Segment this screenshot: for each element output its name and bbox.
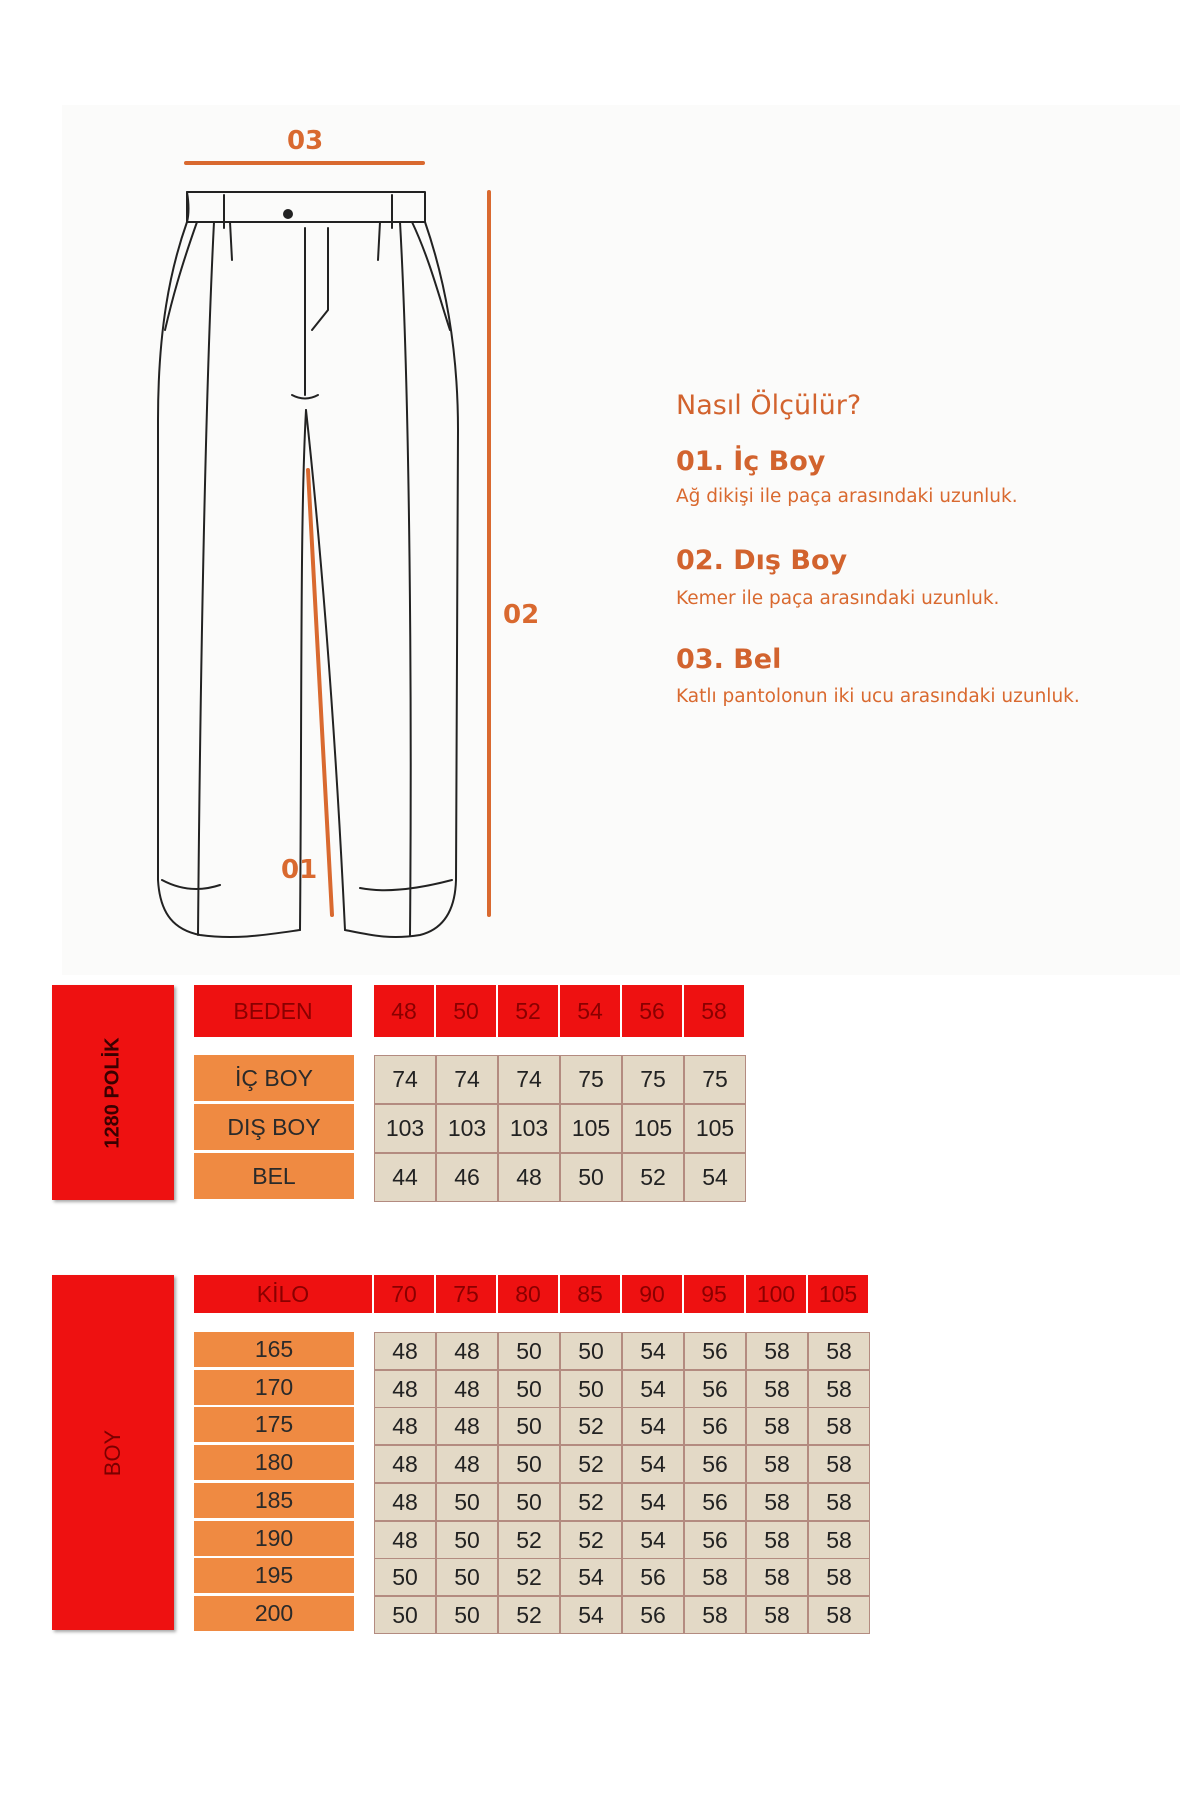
fit-value-cell: 54 (622, 1332, 684, 1370)
height-row-label: 180 (194, 1445, 354, 1482)
inseam-description: Ağ dikişi ile paça arasındaki uzunluk. (676, 486, 1018, 507)
weight-header-cell: 85 (560, 1275, 622, 1313)
fit-value-cell: 50 (498, 1332, 560, 1370)
size-value-cell: 74 (436, 1055, 498, 1104)
weight-header-cell: 105 (808, 1275, 870, 1313)
fit-value-cell: 58 (808, 1370, 870, 1408)
fit-value-cell: 52 (560, 1483, 622, 1521)
size-value-cell: 74 (374, 1055, 436, 1104)
fit-value-cell: 48 (374, 1332, 436, 1370)
fit-value-cell: 54 (622, 1521, 684, 1559)
fit-table-side-label: BOY (52, 1275, 174, 1630)
fit-value-cell: 58 (808, 1332, 870, 1370)
size-value-cell: 105 (560, 1104, 622, 1153)
fit-value-cell: 54 (560, 1558, 622, 1596)
size-value-cell: 75 (622, 1055, 684, 1104)
size-header-cell: 56 (622, 985, 684, 1037)
size-value-cell: 54 (684, 1153, 746, 1202)
size-header-cell: 54 (560, 985, 622, 1037)
fit-value-cell: 58 (684, 1558, 746, 1596)
height-row-label: 195 (194, 1558, 354, 1595)
fit-value-cell: 50 (498, 1370, 560, 1408)
fit-value-cell: 48 (436, 1332, 498, 1370)
fit-value-cell: 58 (808, 1445, 870, 1483)
weight-header-label: KİLO (194, 1275, 374, 1313)
fit-value-cell: 58 (746, 1483, 808, 1521)
size-header-cell: 58 (684, 985, 746, 1037)
size-header-cell: 48 (374, 985, 436, 1037)
weight-header-cell: 75 (436, 1275, 498, 1313)
fit-value-cell: 50 (498, 1445, 560, 1483)
fit-value-cell: 50 (436, 1558, 498, 1596)
inseam-measure-line (308, 470, 332, 915)
fit-value-cell: 48 (436, 1445, 498, 1483)
fit-value-cell: 48 (436, 1370, 498, 1408)
fit-value-cell: 58 (808, 1558, 870, 1596)
size-value-cell: 44 (374, 1153, 436, 1202)
size-table-side-label: 1280 POLİK (52, 985, 174, 1200)
fit-value-cell: 52 (498, 1596, 560, 1634)
fit-value-cell: 48 (374, 1483, 436, 1521)
height-row-label: 185 (194, 1483, 354, 1520)
fit-value-cell: 58 (746, 1407, 808, 1445)
fit-value-cell: 48 (374, 1521, 436, 1559)
fit-value-cell: 50 (498, 1483, 560, 1521)
size-value-cell: 103 (498, 1104, 560, 1153)
height-row-label: 190 (194, 1521, 354, 1558)
outseam-heading: 02. Dış Boy (676, 545, 848, 576)
fit-value-cell: 54 (622, 1407, 684, 1445)
weight-header-cell: 95 (684, 1275, 746, 1313)
fit-value-cell: 50 (436, 1521, 498, 1559)
fit-value-cell: 50 (374, 1558, 436, 1596)
fit-value-cell: 48 (436, 1407, 498, 1445)
fit-value-cell: 52 (498, 1521, 560, 1559)
fit-value-cell: 54 (560, 1596, 622, 1634)
fit-value-cell: 50 (374, 1596, 436, 1634)
fit-value-cell: 56 (684, 1483, 746, 1521)
inseam-heading: 01. İç Boy (676, 446, 826, 477)
fit-value-cell: 48 (374, 1407, 436, 1445)
size-value-cell: 46 (436, 1153, 498, 1202)
fit-value-cell: 54 (622, 1483, 684, 1521)
size-header-cell: 50 (436, 985, 498, 1037)
size-value-cell: 75 (560, 1055, 622, 1104)
fit-value-cell: 58 (746, 1521, 808, 1559)
weight-header-cell: 90 (622, 1275, 684, 1313)
fit-value-cell: 58 (746, 1445, 808, 1483)
waist-description: Katlı pantolonun iki ucu arasındaki uzunluk. (676, 686, 1080, 707)
fit-value-cell: 58 (808, 1407, 870, 1445)
size-header-cell: 52 (498, 985, 560, 1037)
fit-value-cell: 58 (808, 1596, 870, 1634)
how-to-measure-title: Nasıl Ölçülür? (676, 390, 862, 421)
fit-value-cell: 52 (560, 1521, 622, 1559)
outseam-label: 02 (503, 600, 540, 630)
size-row-label: İÇ BOY (194, 1055, 354, 1103)
size-value-cell: 52 (622, 1153, 684, 1202)
fit-value-cell: 58 (746, 1332, 808, 1370)
size-value-cell: 48 (498, 1153, 560, 1202)
fit-value-cell: 52 (560, 1445, 622, 1483)
fit-value-cell: 56 (622, 1596, 684, 1634)
fit-value-cell: 58 (684, 1596, 746, 1634)
fit-value-cell: 58 (746, 1370, 808, 1408)
fit-value-cell: 56 (684, 1407, 746, 1445)
size-value-cell: 50 (560, 1153, 622, 1202)
weight-header-cell: 100 (746, 1275, 808, 1313)
fit-value-cell: 54 (622, 1370, 684, 1408)
fit-value-cell: 50 (560, 1332, 622, 1370)
height-row-label: 200 (194, 1596, 354, 1633)
fit-value-cell: 50 (560, 1370, 622, 1408)
fit-value-cell: 50 (498, 1407, 560, 1445)
fit-value-cell: 50 (436, 1596, 498, 1634)
size-value-cell: 105 (622, 1104, 684, 1153)
size-row-label: DIŞ BOY (194, 1104, 354, 1152)
fit-value-cell: 52 (498, 1558, 560, 1596)
fit-value-cell: 56 (684, 1521, 746, 1559)
height-row-label: 170 (194, 1370, 354, 1407)
fit-value-cell: 56 (622, 1558, 684, 1596)
weight-header-cell: 70 (374, 1275, 436, 1313)
fit-value-cell: 56 (684, 1445, 746, 1483)
fit-value-cell: 58 (746, 1558, 808, 1596)
size-value-cell: 105 (684, 1104, 746, 1153)
size-value-cell: 75 (684, 1055, 746, 1104)
fit-value-cell: 56 (684, 1370, 746, 1408)
size-value-cell: 103 (374, 1104, 436, 1153)
waist-label: 03 (287, 126, 324, 156)
height-row-label: 165 (194, 1332, 354, 1369)
fit-value-cell: 54 (622, 1445, 684, 1483)
fit-value-cell: 56 (684, 1332, 746, 1370)
fit-value-cell: 48 (374, 1370, 436, 1408)
fit-value-cell: 52 (560, 1407, 622, 1445)
inseam-label: 01 (281, 855, 318, 885)
size-value-cell: 103 (436, 1104, 498, 1153)
height-row-label: 175 (194, 1407, 354, 1444)
fit-value-cell: 48 (374, 1445, 436, 1483)
fit-value-cell: 58 (746, 1596, 808, 1634)
outseam-description: Kemer ile paça arasındaki uzunluk. (676, 588, 1000, 609)
fit-value-cell: 58 (808, 1483, 870, 1521)
size-header-label: BEDEN (194, 985, 354, 1037)
fit-value-cell: 50 (436, 1483, 498, 1521)
fit-value-cell: 58 (808, 1521, 870, 1559)
size-row-label: BEL (194, 1153, 354, 1201)
size-value-cell: 74 (498, 1055, 560, 1104)
weight-header-cell: 80 (498, 1275, 560, 1313)
waist-heading: 03. Bel (676, 644, 782, 675)
